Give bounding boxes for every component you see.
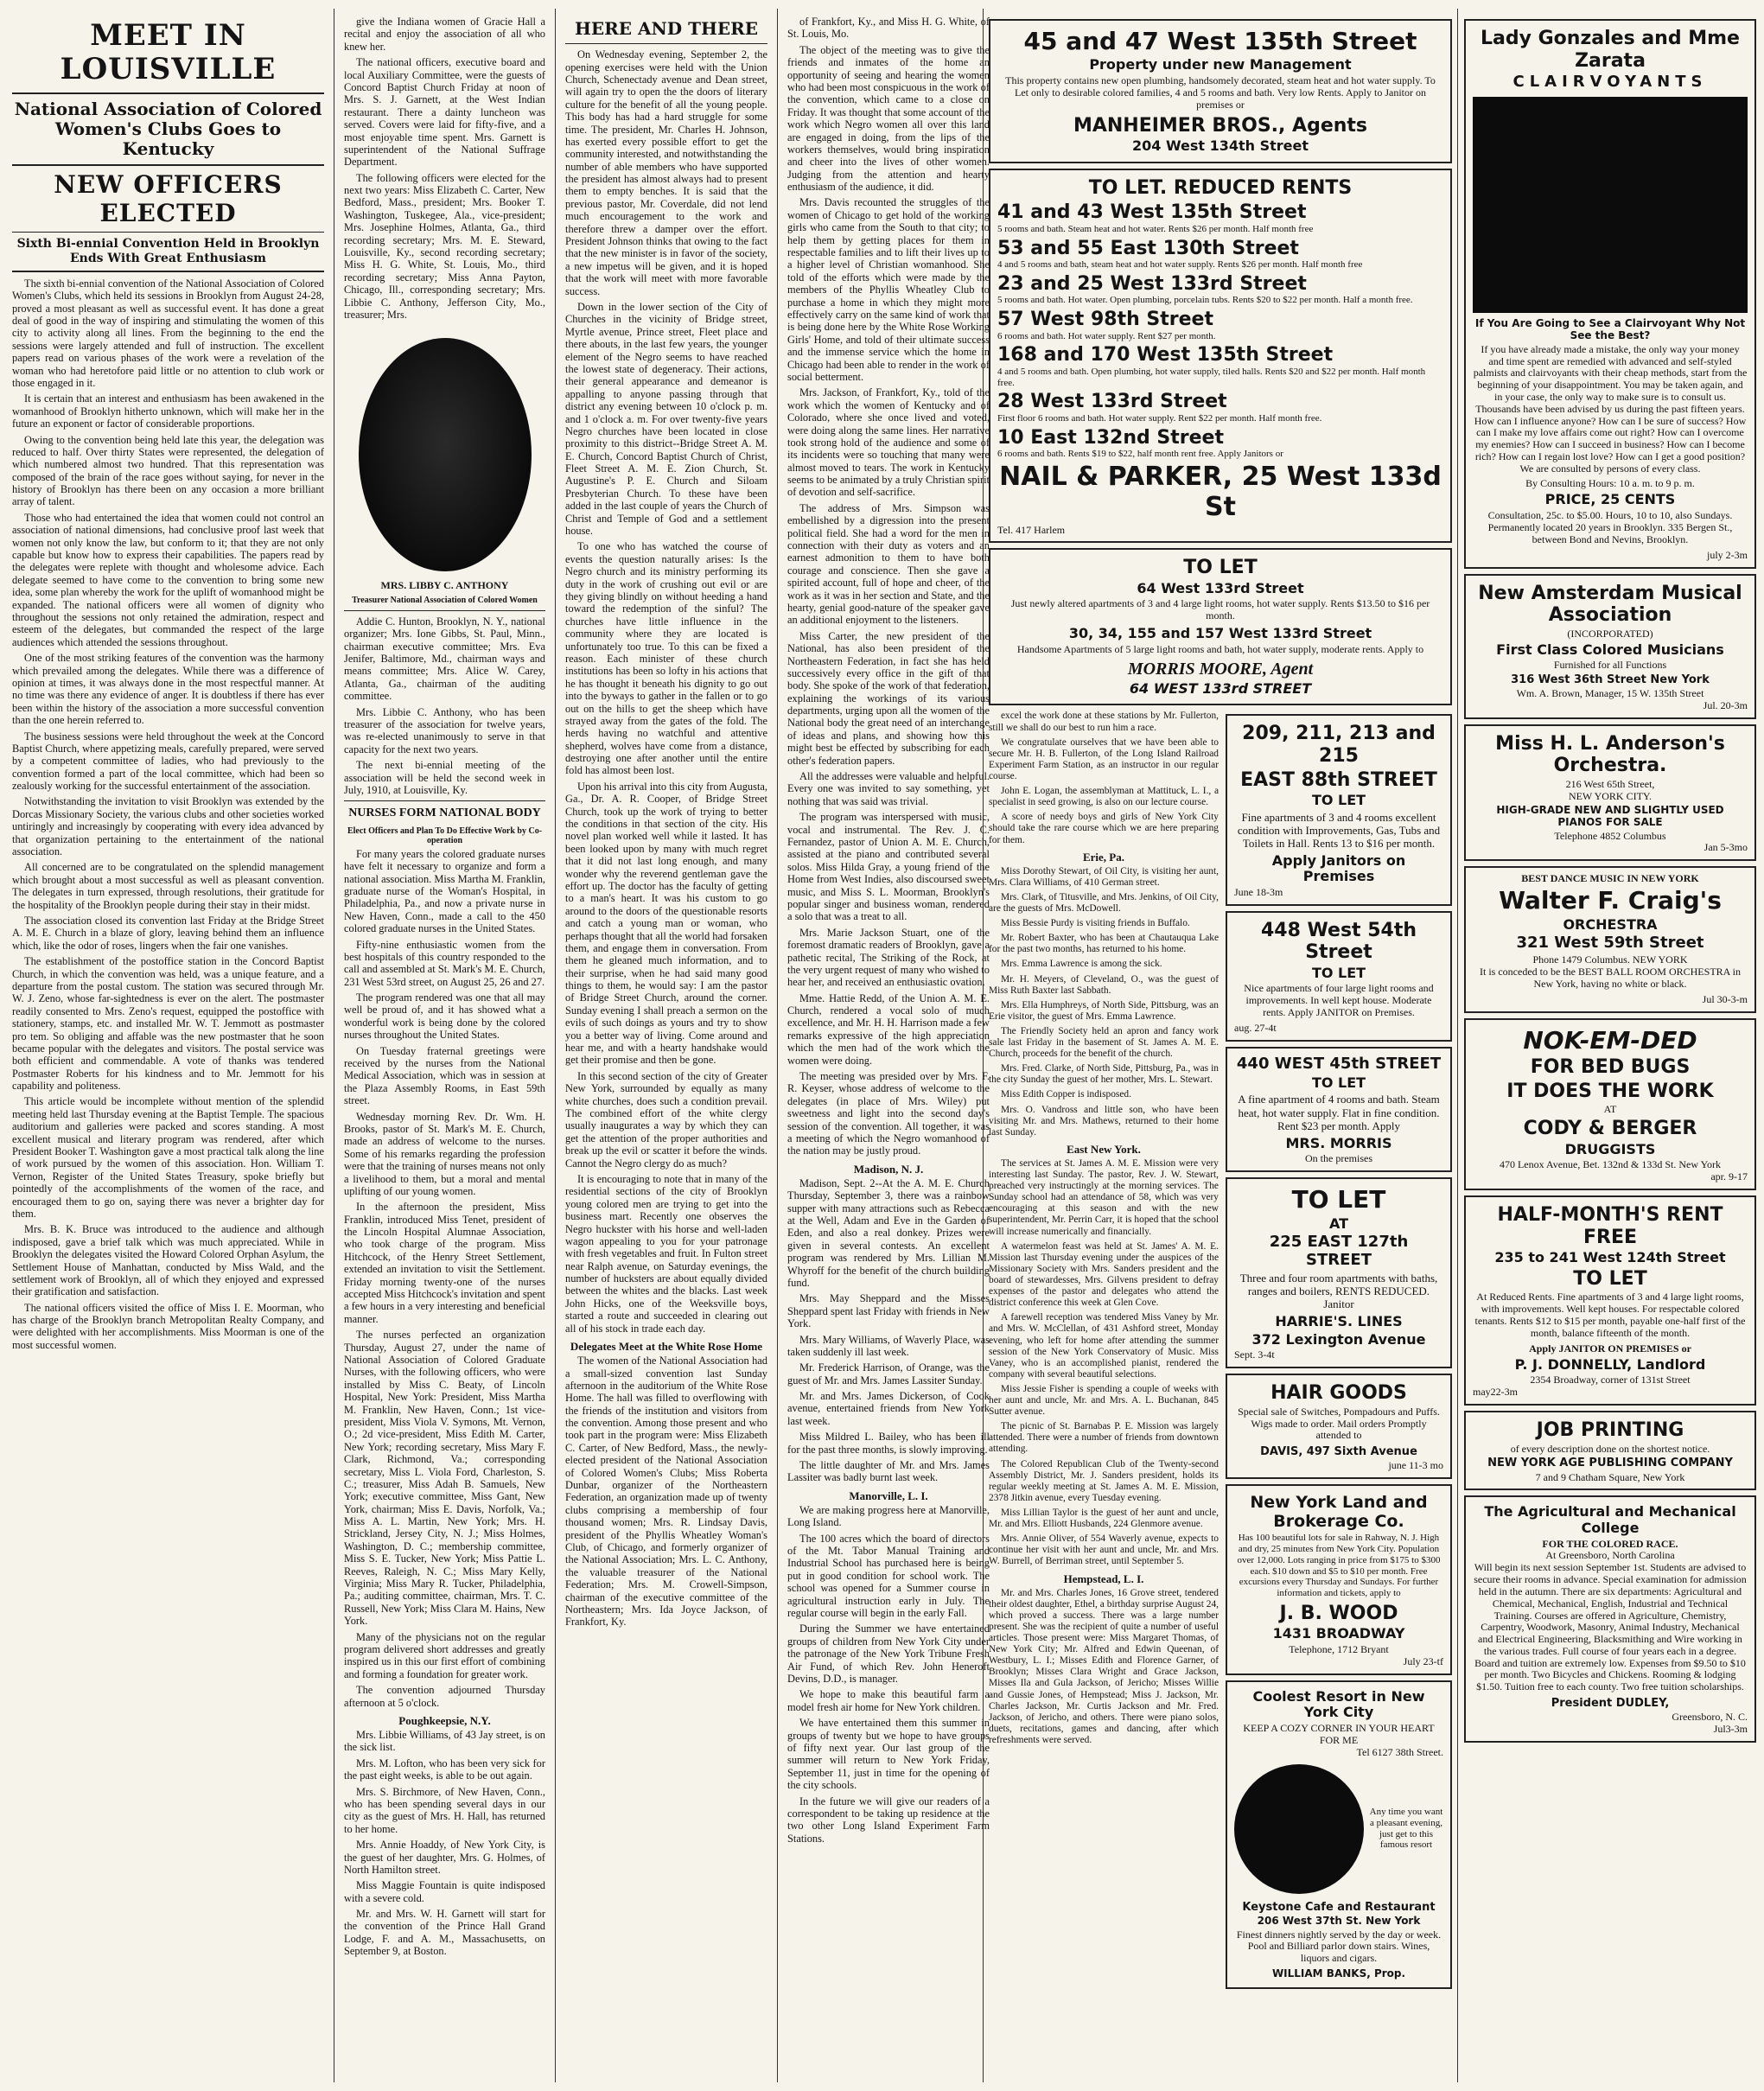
listing-item bbox=[997, 201, 1443, 234]
ad-craig-orchestra: BEST DANCE MUSIC IN NEW YORK Walter F. Craig's ORCHESTRA 321 West 59th Street Phone 1479 Columbus. NEW YORK It is conceded to be the BEST BALL ROOM ORCHESTRA in New York, having no white or black. Jul 30-3-m bbox=[1464, 866, 1756, 1012]
listing-details: First floor 6 rooms and bath. Hot water supply. Rent $22 per month. Half month free. bbox=[997, 412, 1322, 424]
portrait-libby-anthony bbox=[359, 338, 532, 571]
article-paragraph: On Wednesday evening, September 2, the opening exercises were held with the Union Church, Schenectady avenue and Dean street, will again try to open the the doors of literary culture for the benefit of all the young people. This body has had a hard struggle for some time. The president, Mr. Charles H. Johnson, has exerted every possible effort to get the community interested, and notwithstanding the number of able members who have supported the president has almost always had to present them to empty benches. It is said that the previous pastor, Mr. Coverdale, did not lend much encouragement to the work and therefore threw a damper over the effort. President Johnson thinks that owing to the fact that the new minister is in favor of the society, a new impetus will be given, and it is hoped that the work will meet with more favorable success. bbox=[565, 48, 767, 297]
ad-west-54th: 448 West 54th Street TO LET Nice apartments of four large light rooms and improvements. In well kept house. Moderate rents. Apply JANITOR on Premises. aug. 27-4t bbox=[1226, 911, 1452, 1042]
article-paragraph: The program rendered was one that all may well be proud of, and it has showed what a wonderful work is being done by the colored nurses throughout the United States. bbox=[344, 991, 545, 1042]
listing-details: 6 rooms and bath. Rents $19 to $22, half month rent free. Apply Janitors or bbox=[997, 449, 1283, 460]
listing-list bbox=[997, 201, 1443, 460]
small-ads-column bbox=[1226, 711, 1452, 1994]
headline-manorville: Manorville, L. I. bbox=[849, 1489, 928, 1502]
listing-item bbox=[997, 427, 1443, 460]
headline-poughkeepsie: Poughkeepsie, N.Y. bbox=[398, 1713, 491, 1727]
headline-white-rose: Delegates Meet at the White Rose Home bbox=[570, 1340, 763, 1354]
ad-reduced-rents: TO LET. REDUCED RENTS 41 and 43 West 135th Street 5 rooms and bath. Steam heat and hot water. Rents $26 per month. Half month free 53 and 55 East 130th Street 4 and 5 rooms and bath, steam heat and hot water supply. Rents $26 per month. Half month free 23 and 25 West 133rd Street 5 rooms and bath. Hot water. Open plumbing, porcelain tubs. Rents $20 to $22 per month. Half a month free. 57 West 98th Street 6 rooms and bath. Hot water supply. Rent $27 per month. 168 and 170 West 135th Street 4 and 5 rooms and bath. Open plumbing, hot water supply, tiled halls. Rents $20 and $22 per month. Half month free. 28 West 133rd Street First floor 6 rooms and bath. Hot water supply. Rent $22 per month. Half month free. 10 East 132nd Street 6 rooms and bath. Rents $19 to $22, half month rent free. Apply Janitors or NAIL & PARKER, 25 West 133d St Tel. 417 Harlem bbox=[989, 169, 1452, 544]
listing-address: 57 West 98th Street bbox=[997, 309, 1213, 331]
ad-half-month-rent: HALF-MONTH'S RENT FREE 235 to 241 West 124th Street TO LET At Reduced Rents. Fine apartments of 3 and 4 large light rooms, with improvements. Well kept houses. For respectable colored tenants. Rents $12 to $15 per month, payable one-half first of the month, balance fifteenth of the month. Apply JANITOR ON PREMISES or P. J. DONNELLY, Landlord 2354 Broadway, corner of 131st Street may22-3m bbox=[1464, 1195, 1756, 1406]
column-advertisements-services bbox=[1459, 16, 1761, 2082]
article-paragraph: This article would be incomplete without mention of the splendid meeting held last Thursday evening at the Baptist Temple. The spacious auditorium and galleries were packed and scores standing. A most excellent musical and literary program was rendered, after which President Booker T. Washington gave a most practical talk along the line of work pursued by the women of this association. Hon. William T. Vernon, Register of the United States Treasury, spoke briefly but pointedly of the accomplishments of the women of the race, and encouraged them to go on, saying there was never a brighter day for them. bbox=[12, 1095, 324, 1220]
article-paragraph: Madison, Sept. 2--At the A. M. E. Church Thursday, September 3, there was a rainbow supper with many attractions such as Rebecca at the Well, Adam and Eve in the Garden of Eden, and also a real donkey. Prizes were given in several contests. An excellent program was rendered by Mrs. Lillian M. Whyroff for the benefit of the church building fund. bbox=[787, 1176, 990, 1289]
article-paragraph: Mrs. Jackson, of Frankfort, Ky., told of the work which the women of Kentucky and of Colorado, where she once lived and voted, were doing along the same lines. Her narrative took strong hold of the audience and some of its incidents were so touching that many were almost moved to tears. The work in Kentucky seems to be animated by a truly Christian spirit of devotion and self-sacrifice. bbox=[787, 386, 990, 499]
article-paragraph: In the afternoon the president, Miss Franklin, introduced Miss Tenet, president of the Lincoln Hospital Alumnae Association, who took charge of the program. Miss Hitchcock, of the Henry Street Settlement, extended an invitation to visit the Settlement. Friday morning twenty-one of the nurses accepted Miss Hitchcock's invitation and spent a few hours in a very interesting and beneficial manner. bbox=[344, 1201, 545, 1325]
article-paragraph: Those who had entertained the idea that women could not control an association of national dimensions, had conclusive proof last week that women not only know the law, but conform to it; that they are not only capable but know how to express their capabilities. The papers read by the delegates were replete with thought and wholesome advice. Each delegate seemed to have come to the convention to bring some new idea, some plan whereby the work for the uplift of womanhood might be expanded. The national officers were all women of dignity who throughout the sessions not only retained the admiration, respect and esteem of the delegates, but commanded the respect of the large audiences which attended the sessions throughout. bbox=[12, 511, 324, 648]
article-paragraph: To one who has watched the course of events the question naturally arises: Is the Negro church and its ministry performing its duty in the work of crushing out evil or are they giving blindly on without heeding a hand toward the redemption of the sinful? The churches have little influence in the community where they are located is unfortunately too true. To this can be fixed a reason. Each minister of these church institutions has been so lofty in his actions that he has thought it beneath his dignity to go out into the byways to gather in the fallen or to go out on the hills to get the sheep which have strayed away from the gates of the fold. The herds having no watchful and attentive shepherd, wolves have come from a distance, destroying one after another until the entire fold has almost been lost. bbox=[565, 540, 767, 777]
article-paragraph: The address of Mrs. Simpson was embellished by a digression into the present political field. She had a word for the men in connection with their duty as voters and an earnest admonition to them to have both courage and conscience. Then she gave a spirited account, full of hope and cheer, of the work as it was in her section and State, and the hearty, genial good-nature of the speaker gave an additional enjoyment to the listeners. bbox=[787, 501, 990, 627]
column-louisville bbox=[3, 16, 333, 2082]
article-paragraph: The convention adjourned Thursday afternoon at 5 o'clock. bbox=[344, 1684, 545, 1709]
ad-east-127th: TO LET AT 225 EAST 127th STREET Three and four room apartments with baths, ranges and boilers, RENTS REDUCED. Janitor HARRIE'S. LINES 372 Lexington Avenue Sept. 3-4t bbox=[1226, 1177, 1452, 1368]
deck-nurses: Elect Officers and Plan To Do Effective Work by Co-operation bbox=[347, 826, 543, 846]
article-paragraph: Wednesday morning Rev. Dr. Wm. H. Brooks, pastor of St. Mark's M. E. Church, made an address of welcome to the nurses. Some of his remarks regarding the profession were that the training of nurses means not only a livelihood to them, but a moral and mental uplifting of our young women. bbox=[344, 1110, 545, 1197]
listing-item bbox=[997, 344, 1443, 388]
article-paragraph: All the addresses were valuable and helpful. Every one was invited to say something, yet nothing that was said was trivial. bbox=[787, 770, 990, 807]
article-paragraph: The program was interspersed with music, vocal and instrumental. The Rev. J. C. Fernandez, pastor of Union A. M. E. Church, assisted at the piano and contributed several solos. Miss Hilda Gray, a young friend of the Home from West Indies, also discoursed sweet music, and Miss S. L. Moorman, Brooklyn's popular singer and business woman, rendered a solo that was a treat to all. bbox=[787, 811, 990, 923]
column-advertisements-realty bbox=[985, 16, 1455, 2082]
article-paragraph: The object of the meeting was to give the friends and inmates of the home an opportunity of seeing and hearing the women who had been most conspicuous in the work of the convention, which came to a close on Friday. It was thought that some account of the work which Negro women all over this land are engaged in doing, from the lips of the workers themselves, would bring inspiration and cheer into the lives of other women. Judging from the attention and hearty enthusiasm of the audience, it did. bbox=[787, 43, 990, 194]
article-paragraph: It is encouraging to note that in many of the residential sections of the city of Brooklyn young colored men are trying to get into the business mart. Recently one observes the Negro huckster with his horse and well-laden wagon appealing to you for your patronage with fresh vegetables and fruit. In Fulton street near Ralph avenue, on Saturday evenings, the number of hucksters are about equally divided between the whites and the blacks. Last week John Hicks, one of the Weeksville boys, started a route and succeeded in clearing out all of his stock in trade each day. bbox=[565, 1172, 767, 1335]
portrait-caption-name: MRS. LIBBY C. ANTHONY bbox=[380, 579, 509, 592]
local-news-column: excel the work done at these stations by Mr. Fullerton, still we shall do our best to run him a race. We congratulate ourselves that we have been able to secure Mr. H. B. Fullerton, of the Long Island Railroad Experiment Farm Station, as an instructor in our regular course. John E. Logan, the assemblyman at Mattituck, L. I., a specialist in seed growing, is also on our lecture course. A score of needy boys and girls of New York City should take the rare course which we are here preparing for them. Erie, Pa. Miss Dorothy Stewart, of Oil City, is visiting her aunt, Mrs. Clara Williams, of 410 German street. Mrs. Clark, of Titusville, and Mrs. Jenkins, of Oil City, are the guests of Mrs. McDowell. Miss Bessie Purdy is visiting friends in Buffalo. Mr. Robert Baxter, who has been at Chautauqua Lake for the past two months, has returned to his home. Mrs. Emma Lawrence is among the sick. Mr. H. Meyers, of Cleveland, O., was the guest of Miss Ruth Baxter last Sabbath. Mrs. Ella Humphreys, of North Side, Pittsburg, was an Erie visitor, the guest of Mrs. Emma Lawrence. The Friendly Society held an apron and fancy work sale last Friday in the basement of St. James A. M. E. Church, proceeds for the benefit of the church. Mrs. Fred. Clarke, of North Side, Pittsburg, Pa., was in the city Sunday the guest of her mother, Mrs. L. Stewart. Miss Edith Copper is indisposed. Mrs. O. Vandross and little son, who have been visiting Mr. and Mrs. Mathews, returned to their home last Sunday. East New York. The services at St. James A. M. E. Mission were very interesting last Sunday. The pastor, Rev. J. W. Stewart, preached very instructingly at the morning services. The Sunday school had an attendance of 58, which was very encouraging at this season and with the new superintendent, Mr. Perrin Carr, it is hoped that the school will increase numerically and financially. A watermelon feast was held at St. James' A. M. E. Mission last Thursday evening under the auspices of the Missionary Society with Mrs. Sanders president and the board of stewardesses, Mrs. Gilvens president to defray expenses of the pastor and delegates who attend the district conference this week at Glen Cove. A farewell reception was tendered Miss Vaney by Mr. and Mrs. W. McClellan, of 431 Ashford street, Monday evening, who left for home after attending the summer session of the New York Conservatory of Music. Miss Vaney, who is an accomplished pianist, rendered the company with several beautiful selections. Miss Jessie Fisher is spending a couple of weeks with her aunt and uncle, Mr. and Mrs. A. L. Buchanan, 845 Sutter avenue. The picnic of St. Barnabas P. E. Mission was largely attended. There were a number of friends from downtown attending. The Colored Republican Club of the Twenty-second Assembly District, Mr. J. Sanders president, holds its regular weekly meeting at St. James A. M. E. Mission, 2378 Jitkin avenue, every Tuesday evening. Miss Lillian Taylor is the guest of her aunt and uncle, Mr. and Mrs. Elliott Husbands, 224 Glenmore avenue. Mrs. Annie Oliver, of 554 Waverly avenue, expects to continue her visit with her aunt and uncle, Mr. and Mrs. W. Burrell, of Berriman street, until September 5. Hempstead, L. I. Mr. and Mrs. Charles Jones, 16 Grove street, tendered their oldest daughter, Ethel, a birthday surprise August 24, which proved a success. There was a large number present. She was the recipient of quite a number of useful articles. Those present were: Miss Margaret Thomas, of New York City; Mr. Alfred and Edwin Queenan, of Westbury, L. I.; Misses Edith and Florence Garner, of Brooklyn; Misses Clara Wright and Grace Jackson, Misses Ila and Gula Jackson, of Jericho; Misses Willie and Gussie Jones, of Hempstead; Miss J. Jackson, Mr. Charles Jackson, Mr. Curtis Jackson and Mr. Fred. Jackson, of Jericho, and others. There were piano solos, duets, recitations, games and dancing, after which refreshments were served. bbox=[989, 711, 1219, 1745]
listing-address: 10 East 132nd Street bbox=[997, 426, 1224, 449]
article-paragraph: Down in the lower section of the City of Churches in the vicinity of Bridge street, Myrtle avenue, Prince street, Fleet place and there abouts, in the last few years, the younger element of the Negro seems to have reached the lowest state of degeneracy. Their actions, their general appearance and demeanor is appalling to anyone passing through that district any evening between 10 o'clock p. m. and 1 o'clock a. m. For over twenty-five years Negro churches have been located in close proximity to this district--Bridge Street A. M. E. Church, Concord Baptist Church of Christ, Fleet Street A. M. E. Zion Church, St. Augustine's P. E. Church and Siloam Presbyterian Church. To these have been added in the last couple of years the Church of Christ and Temple of God and a settlement house. bbox=[565, 301, 767, 538]
headline-new-officers: NEW OFFICERS ELECTED bbox=[54, 170, 283, 227]
listing-address: 23 and 25 West 133rd Street bbox=[997, 272, 1307, 295]
article-paragraph: The business sessions were held throughout the week at the Concord Baptist Church, where appetizing meals, carefully prepared, were served by a competent committee of ladies, who had previously to the convention formed a part of the local committee, which had been so zealously working for the successful entertainment of the association. bbox=[12, 730, 324, 793]
article-paragraph: Mrs. May Sheppard and the Misses Sheppard spent last Friday with friends in New York. bbox=[787, 1292, 990, 1330]
article-paragraph: The nurses perfected an organization Thursday, August 27, under the name of National Association of Colored Graduate Nurses, with the following officers, who were installed by Miss C. Beaty, of Lincoln Hospital, New York: President, Miss Martha M. Franklin, New Haven, Conn.; 1st vice-president, Miss Viola V. Symons, Mt. Vernon, O.; 2d vice-president, Miss Edith M. Carter, New York; recording secretary, Miss Mary F. Clark, Richmond, Va.; corresponding secretary, Miss L. Viola Ford, Charleston, S. C.; treasurer, Miss Adah B. Samuels, New York; executive committee, Miss Gant, New York, chairman; Miss E. Davis, Norfolk, Va.; Miss A. L. Martin, New York; Mrs. H. Strickland, Jersey City, N. J.; Miss Holmes, Washington, D. C.; membership committee, Miss S. E. Tucker, New York; Miss Pattie L. Reeves, Raleigh, N. C.; Miss Mary Kelly, Virginia; Miss Mary R. Tucker, Philadelphia, Pa.; auditing committee, chairman, Mrs. T. C. Russell, New York; Miss Clara M. Hains, New York. bbox=[344, 1329, 545, 1628]
article-paragraph: The national officers, executive board and local Auxiliary Committee, were the guests of Concord Baptist Church Friday at noon of Mrs. S. J. Garnett, at the West Indian restaurant. There a dainty luncheon was served. Covers were laid for fifty-five, and a most enjoyable time spent. Mrs. Garnett is superintendent of the National Suffrage Department. bbox=[344, 56, 545, 169]
listing-item bbox=[997, 273, 1443, 306]
article-paragraph: Owing to the convention being held late this year, the delegation was reduced to half. Over thirty States were represented, the delegation of which numbered almost two hundred. That this representation was composed of the brain of the race goes without saying, for never in the history of Brooklyn has there been on any occasion a more brilliant array of talent. bbox=[12, 433, 324, 508]
article-paragraph: The association closed its convention last Friday at the Bridge Street A. M. E. Church in a blaze of glory, leaving behind them an influence which, like the odor of roses, lingers when the fair one vanishes. bbox=[12, 914, 324, 952]
article-paragraph: The women of the National Association had a small-sized convention last Sunday afternoon in the auditorium of the White Rose Home. The hall was filled to overflowing with the friends of the institution and visitors from the convention. Among those present and who took part in the program were: Miss Elizabeth C. Carter, of New Bedford, Mass., the newly-elected president of the National Association of Colored Women's Clubs; Miss Roberta Dunbar, organizer of the Northeastern Federation, an organization made up of twenty clubs comprising a membership of four thousand women; Mrs. R. Lindsay Davis, president of the Phyllis Wheatley Woman's Club, of Chicago, and formerly organizer of the National Association; Mrs. L. C. Anthony, the valuable treasurer of the National Federation; Mrs. M. Crowell-Simpson, chairman of the executive committee of the Northeastern; Mrs. Ida Joyce Jackson, of Frankfort, Ky. bbox=[565, 1355, 767, 1629]
listing-address: 28 West 133rd Street bbox=[997, 391, 1227, 413]
ad-job-printing: JOB PRINTING of every description done on the shortest notice. NEW YORK AGE PUBLISHING COMPANY 7 and 9 Chatham Square, New York bbox=[1464, 1411, 1756, 1490]
article-paragraph: Mrs. B. K. Bruce was introduced to the audience and although indisposed, gave a brief talk which was much appreciated. While in Brooklyn the delegates visited the Howard Colored Orphan Asylum, the Settlement House of Manhattan, conducted by Miss Wald, and the settlement work of Brooklyn, all of which they enjoyed and expressed their gratification and satisfaction. bbox=[12, 1223, 324, 1298]
listing-item bbox=[997, 238, 1443, 271]
article-paragraph: Addie C. Hunton, Brooklyn, N. Y., national organizer; Mrs. Ione Gibbs, St. Paul, Minn., chairman executive committee; Mrs. Eva Jenifer, Baltimore, Md., chairman ways and means committee; Mrs. Alice W. Carey, Atlanta, Ga., chairman of the auditing committee. bbox=[344, 615, 545, 703]
article-paragraph: Miss Mildred L. Bailey, who has been ill for the past three months, is slowly improving. bbox=[787, 1431, 990, 1456]
ad-anderson-orchestra: Miss H. L. Anderson's Orchestra. 216 West 65th Street, NEW YORK CITY. HIGH-GRADE NEW AND SLIGHTLY USED PIANOS FOR SALE Telephone 4852 Columbus Jan 5-3mo bbox=[1464, 724, 1756, 861]
article-paragraph: Miss Carter, the new president of the National, has also been president of the Northeastern Federation, in fact she has held successively every office in the gift of that body. She spoke of the work of that federation, explaining the workings of its various departments, urging upon all the women of the National body the great need of an interchange of ideas and plans, and showing how this might best be effected by subscribing for each other's federation papers. bbox=[787, 629, 990, 767]
headline-here-and-there: HERE AND THERE bbox=[575, 18, 758, 39]
article-paragraph: In the future we will give our readers of a correspondent to be taking up residence at the two other Long Island Experiment Farm Stations. bbox=[787, 1795, 990, 1845]
headline-meet-louisville: MEET IN LOUISVILLE bbox=[60, 18, 277, 87]
article-paragraph: The 100 acres which the board of directors of the Mt. Tabor Manual Training and Industrial School has purchased here is being put in good condition for school work. The school was opened for a Summer course in agricultural instruction early in July. The regular course will begin in the early Fall. bbox=[787, 1532, 990, 1620]
article-paragraph: It is certain that an interest and enthusiasm has been awakened in the womanhood of Brooklyn hitherto unknown, which will make her in the future an exponent or factor of considerable proportions. bbox=[12, 392, 324, 430]
article-paragraph: Mrs. Mary Williams, of Waverly Place, was taken suddenly ill last week. bbox=[787, 1333, 990, 1358]
article-paragraph: Mr. and Mrs. W. H. Garnett will start for the convention of the Prince Hall Grand Lodge, F. and A. M., Massachusetts, on September 9, at Boston. bbox=[344, 1908, 545, 1958]
article-paragraph: Mrs. Annie Hoaddy, of New York City, is the guest of her daughter, Mrs. G. Holmes, of North Hamilton street. bbox=[344, 1839, 545, 1876]
ad-135th-street: 45 and 47 West 135th Street Property under new Management This property contains new open plumbing, handsomely decorated, steam heat and hot water supply. To Let only to desirable colored families, 4 and 5 rooms and bath. Very low Rents. Apply to Janitor on premises or MANHEIMER BROS., Agents 204 West 134th Street bbox=[989, 19, 1452, 163]
ad-133rd-street: TO LET 64 West 133rd Street Just newly altered apartments of 3 and 4 large light rooms, hot water supply. Rents $13.50 to $16 per month. 30, 34, 155 and 157 West 133rd Street Handsome Apartments of 5 large light rooms and bath, hot water supply, moderate rents. Apply to MORRIS MOORE, Agent 64 WEST 133rd STREET bbox=[989, 548, 1452, 705]
article-paragraph: For many years the colored graduate nurses have felt it necessary to organize and form a national association. Miss Martha M. Franklin, graduate nurse of the Woman's Hospital, in Philadelphia, Pa., and now a private nurse in New Haven, Conn., made a call to the 450 colored graduate nurses in the United States. bbox=[344, 847, 545, 935]
ad-nok-em-ded: NOK-EM-DED FOR BED BUGS IT DOES THE WORK AT CODY & BERGER DRUGGISTS 470 Lenox Avenue, Bet. 132nd & 133d St. New York apr. 9-17 bbox=[1464, 1018, 1756, 1190]
listing-details: 5 rooms and bath. Hot water. Open plumbing, porcelain tubs. Rents $20 to $22 per month. Half a month free. bbox=[997, 295, 1413, 306]
listing-item bbox=[997, 391, 1443, 424]
ad-keystone-cafe: Coolest Resort in New York City KEEP A COZY CORNER IN YOUR HEART FOR ME Tel 6127 38th Street. Any time you want a pleasant evening, just get to this famous resort Keystone Cafe and Restaurant 206 West 37th St. New York Finest dinners nightly served by the day or week. Pool and Billiard parlor down stairs. Wines, liquors and cigars. WILLIAM BANKS, Prop. bbox=[1226, 1680, 1452, 1989]
article-paragraph: Mrs. M. Lofton, who has been very sick for the past eight weeks, is able to be out again. bbox=[344, 1756, 545, 1782]
column-officers-nurses bbox=[335, 16, 554, 2082]
listing-details: 4 and 5 rooms and bath, steam heat and hot water supply. Rents $26 per month. Half month free bbox=[997, 259, 1363, 271]
article-paragraph: We hope to make this beautiful farm a model fresh air home for New York children. bbox=[787, 1688, 990, 1713]
article-paragraph: One of the most striking features of the convention was the harmony which prevailed among the delegates. While there was a difference of opinion at times, it was always done in the most respectful manner. At no time was there any evidence of anger. It is doubtless if there has ever been within the history of the association a more successful convention than the one herein referred to. bbox=[12, 652, 324, 727]
article-paragraph: give the Indiana women of Gracie Hall a recital and enjoy the association of all who knew her. bbox=[344, 16, 545, 53]
listing-details: 5 rooms and bath. Steam heat and hot water. Rents $26 per month. Half month free bbox=[997, 223, 1314, 234]
article-paragraph: The little daughter of Mr. and Mrs. James Lassiter was badly burnt last week. bbox=[787, 1459, 990, 1484]
article-paragraph: We have entertained them this summer in groups of twenty but we hope to have groups of fifty next year. Our last group of the summer will return to New York Friday, September 11, just in time for the opening of the city schools. bbox=[787, 1717, 990, 1792]
ad-west-45th: 440 WEST 45th STREET TO LET A fine apartment of 4 rooms and bath. Steam heat, hot water supply. Flat in fine condition. Rent $23 per month. Apply MRS. MORRIS On the premises bbox=[1226, 1047, 1452, 1172]
ad-agricultural-college: The Agricultural and Mechanical College FOR THE COLORED RACE. At Greensboro, North Carolina Will begin its next session September 1st. Students are advised to secure their rooms in advance. Special examination for admission held in the autumn. There are six departments: Agricultural and Chemical, Mechanical, English, Industrial and Technical Training. Courses are offered in Agriculture, Chemistry, Carpentry, Woodwork, Masonry, Animal Industry, Mechanical and Electrical Engineering, Blacksmithing and Wire working in the various trades. Full course of four years each in a degree. Board and tuition are extremely low. Expenses from $9.50 to $10 per month. Two Bicycles and Chickens. Rooming & lodging $1.50. Tuition free to each county. Two free tuition scholarships. President DUDLEY, Greensboro, N. C. Jul3-3m bbox=[1464, 1495, 1756, 1743]
headline-madison: Madison, N. J. bbox=[853, 1162, 924, 1176]
ad-clairvoyants: Lady Gonzales and Mme Zarata CLAIRVOYANTS If You Are Going to See a Clairvoyant Why Not See the Best? If you have already made a mistake, the only way your money and time spent are remedied with advanced and self-styled palmists and clairvoyants with their cheap methods, start from the beginning of your disappointment. You may be taken again, and in your case, the only way to make sure is to consult us. Thousands have been advised by us during the past fifteen years. How can I influence anyone? How can I be sure of success? How can I make my love affairs come out right? How can I overcome my enemies? How can I succeed in business? How can I become rich? How can I regain lost love? How can I get a good position? We are consulted by persons of every class. By Consulting Hours: 10 a. m. to 9 p. m. PRICE, 25 CENTS Consultation, 25c. to $5.00. Hours, 10 to 10, also Sundays. Permanently located 20 years in Brooklyn. 335 Bergen St., between Bond and Nevins, Brooklyn. july 2-3m bbox=[1464, 19, 1756, 569]
article-paragraph: The national officers visited the office of Miss I. E. Moorman, who has charge of the Brooklyn branch Metropolitan Realty Company, and were delighted with her accomplishments. Miss Moorman is one of the most successful women. bbox=[12, 1301, 324, 1351]
article-paragraph: Mme. Hattie Redd, of the Union A. M. E. Church, rendered a vocal solo of much excellence, and Mr. H. H. Harrison made a few remarks expressive of the high appreciation which the men had of the work which the women were doing. bbox=[787, 991, 990, 1067]
article-paragraph: Mrs. Davis recounted the struggles of the women of Chicago to get hold of the working girls who came from the South to that city; to help them by getting places for them in respectable families and to lift their lives up to a higher level of Christian womanhood. She told of the efforts which were made by the members of the Phyllis Wheatley Club to purchase a home in which they might more effectively carry on the same kind of work that is being done here by the White Rose Working Girls' Home, and told of their ultimate success and the immense service which the home in Chicago had been able to render in the work of social betterment. bbox=[787, 196, 990, 383]
ad-hair-goods: HAIR GOODS Special sale of Switches, Pompadours and Puffs. Wigs made to order. Mail orders Promptly attended to DAVIS, 497 Sixth Avenue june 11-3 mo bbox=[1226, 1374, 1452, 1479]
portrait-caption-title: Treasurer National Association of Colored Women bbox=[352, 596, 538, 606]
ad-east-88th: 209, 211, 213 and 215 EAST 88th STREET TO LET Fine apartments of 3 and 4 rooms excellent condition with Improvements, Gas, Tubs and Toilets in Hall. Rents 13 to $16 per month. Apply Janitors on Premises June 18-3m bbox=[1226, 714, 1452, 905]
article-paragraph: Mr. and Mrs. James Dickerson, of Cook avenue, entertained friends from New York last week. bbox=[787, 1390, 990, 1427]
article-paragraph: The meeting was presided over by Mrs. F. R. Keyser, whose address of welcome to the delegates (in place of Mrs. Wiley) put sweetness and light into the second day's session of the convention. All together, it was a meeting of which the Negro womanhood of the nation may be justly proud. bbox=[787, 1070, 990, 1157]
article-paragraph: The sixth bi-ennial convention of the National Association of Colored Women's Clubs, which held its sessions in Brooklyn from August 24-28, proved a most pleasant as well as successful event. It has done a great deal of good in the way of inspiring and stimulating the women of this city to activity along all lines. From the beginning to the end the sessions were largely attended and full of instruction. The excellent papers read on various phases of the work were a revelation of the woman who had heretofore paid little or no attention to club work or those engaged in it. bbox=[12, 277, 324, 389]
ad-land-brokerage: New York Land and Brokerage Co. Has 100 beautiful lots for sale in Rahway, N. J. High and dry, 25 minutes from New York City. Population over 12,000. Lots ranging in price from $175 to $300 each. $10 down and $5 to $10 per month. Free excursions every Thursday and Sundays. For further information and tickets, apply to J. B. WOOD 1431 BROADWAY Telephone, 1712 Bryant July 23-tf bbox=[1226, 1484, 1452, 1674]
article-paragraph: In this second section of the city of Greater New York, surrounded by equally as many white churches, does such a condition prevail. The combined effort of the white clergy usually inaugurates a way by which they can get the attention of the proper authorities and break up the evil or scatter it before the winds. Cannot the Negro clergy do as much? bbox=[565, 1069, 767, 1170]
ad-new-amsterdam-musical: New Amsterdam Musical Association (INCORPORATED) First Class Colored Musicians Furnished for all Functions 316 West 36th Street New York Wm. A. Brown, Manager, 15 W. 135th Street Jul. 20-3m bbox=[1464, 574, 1756, 719]
article-paragraph: We are making progress here at Manorville, Long Island. bbox=[787, 1503, 990, 1529]
article-paragraph: During the Summer we have entertained groups of children from New York City under the patronage of the New York Tribune Fresh Air Fund, of which Rev. John Heneroft Devins, D.D., is manager. bbox=[787, 1622, 990, 1685]
article-paragraph: Upon his arrival into this city from Augusta, Ga., Dr. A. R. Cooper, of Bridge Street Church, took up the work of trying to better the conditions in that section of the city. His novel plan worked well while it lasted. It has been looked upon by many with much regret that it did not last long enough, and many wonder why the reverend gentleman gave the effort up. The doctor has the faculty of getting to a man's heart. It was his custom to go around to the doors of the questionable resorts and catch a young man or woman, who perhaps thought that all the world had forsaken them, and engage them in conversation. From them he gleaned much information, and to their surprise, when he had said many good things to them, he would say: I am the pastor of Bridge Street Church, around the corner. Sunday evening I shall preach a sermon on the evils of such doings as yours and try to show you a better way of living. Come around and hear me, and with a hearty handshake would get their promise and then be gone. bbox=[565, 780, 767, 1067]
article-paragraph: All concerned are to be congratulated on the splendid management which brought about a most successful as well as pleasant convention. The delegates in turn expressed, through resolutions, their gratitude for the hospitality of the Brooklyn people during their stay in their midst. bbox=[12, 861, 324, 911]
article-paragraph: Mrs. Libbie C. Anthony, who has been treasurer of the association for twelve years, was re-elected unanimously to serve in that capacity for the next two years. bbox=[344, 705, 545, 755]
article-paragraph: of Frankfort, Ky., and Miss H. G. White, of St. Louis, Mo. bbox=[787, 16, 990, 41]
article-paragraph: Many of the physicians not on the regular program delivered short addresses and greatly inspired us in this our first effort of combining and forming a foundation for greater work. bbox=[344, 1630, 545, 1680]
article-paragraph: On Tuesday fraternal greetings were received by the nurses from the National Medical Association, which was in session at the Plaza Assembly Rooms, in East 59th street. bbox=[344, 1044, 545, 1107]
headline-nurses: NURSES FORM NATIONAL BODY bbox=[348, 806, 541, 820]
listing-address: 53 and 55 East 130th Street bbox=[997, 237, 1299, 259]
article-paragraph: The next bi-ennial meeting of the association will be held the second week in July, 1910, at Louisville, Ky. bbox=[344, 759, 545, 796]
listing-address: 168 and 170 West 135th Street bbox=[997, 344, 1334, 367]
article-paragraph: Mrs. Libbie Williams, of 43 Jay street, is on the sick list. bbox=[344, 1729, 545, 1754]
article-paragraph: The establishment of the postoffice station in the Concord Baptist Church, in which the convention was held, was a unique feature, and a departure from the postal custom. The station was secured through Mr. W. J. Zeno, whose far-sightedness is ever on the alert. The postmaster readily consented to Mrs. Zeno's request, equipped the postoffice with stationery, stamps, etc. and installed Mr. W. T. Jemmott as postmaster pro tem. So obliging and affable was the new postmaster that he soon became popular with the delegates and visitors. The postal service was both efficient and commendable. A vote of thanks was tendered Postmaster Roberts for his kindness and to Mr. Jemmott for his capability and politeness. bbox=[12, 955, 324, 1093]
record-disk-illustration bbox=[1234, 1764, 1364, 1894]
deck-sixth-biennial: Sixth Bi-ennial Convention Held in Brooklyn Ends With Great Enthusiasm bbox=[16, 237, 320, 265]
article-paragraph: Notwithstanding the invitation to visit Brooklyn was extended by the Dorcas Missionary Society, the various clubs and other societies worked untiringly and increasingly by cooperating with every idea advanced by that organization pertaining to the entertainment of the national association. bbox=[12, 795, 324, 858]
article-paragraph: The following officers were elected for the next two years: Miss Elizabeth C. Carter, New Bedford, Mass., president; Mrs. Booker T. Washington, Tuskegee, Ala., vice-president; Mrs. Josephine Holmes, Atlanta, Ga., third recording secretary; Mrs. M. E. Steward, Louisville, Ky., second recording secretary; Miss H. G. White, St. Louis, Mo., third recording secretary; Miss Anna Payton, Chicago, Ill., corresponding secretary; Mrs. Libbie C. Anthony, Jefferson City, Mo., treasurer; Mrs. bbox=[344, 171, 545, 321]
column-here-and-there bbox=[557, 16, 776, 2082]
article-paragraph: Mrs. Marie Jackson Stuart, one of the foremost dramatic readers of Brooklyn, gave a pathetic recital, The Striking of the Rock, at the very urgent request of many who wished to hear her, and received an enthusiastic ovation. bbox=[787, 926, 990, 989]
article-paragraph: Mrs. S. Birchmore, of New Haven, Conn., who has been spending several days in our city as the guest of Mrs. H. Hall, has returned to her home. bbox=[344, 1785, 545, 1835]
listing-details: 6 rooms and bath. Hot water supply. Rent $27 per month. bbox=[997, 330, 1216, 341]
listing-item bbox=[997, 309, 1443, 341]
listing-address: 41 and 43 West 135th Street bbox=[997, 201, 1307, 224]
column-community bbox=[779, 16, 998, 2082]
article-paragraph: Fifty-nine enthusiastic women from the best hospitals of this country responded to the call and assembled at St. Mark's M. E. Church, 231 West 53rd street, on August 25, 26 and 27. bbox=[344, 938, 545, 988]
deck-national-association: National Association of Colored Women's Clubs Goes to Kentucky bbox=[14, 98, 322, 160]
article-paragraph: Miss Maggie Fountain is quite indisposed with a severe cold. bbox=[344, 1879, 545, 1904]
clairvoyant-portrait bbox=[1473, 97, 1748, 313]
article-paragraph: Mr. Frederick Harrison, of Orange, was the guest of Mr. and Mrs. James Lassiter Sunday. bbox=[787, 1361, 990, 1387]
listing-details: 4 and 5 rooms and bath. Open plumbing, hot water supply, tiled halls. Rents $20 and $22 per month. Half month free. bbox=[997, 366, 1426, 388]
